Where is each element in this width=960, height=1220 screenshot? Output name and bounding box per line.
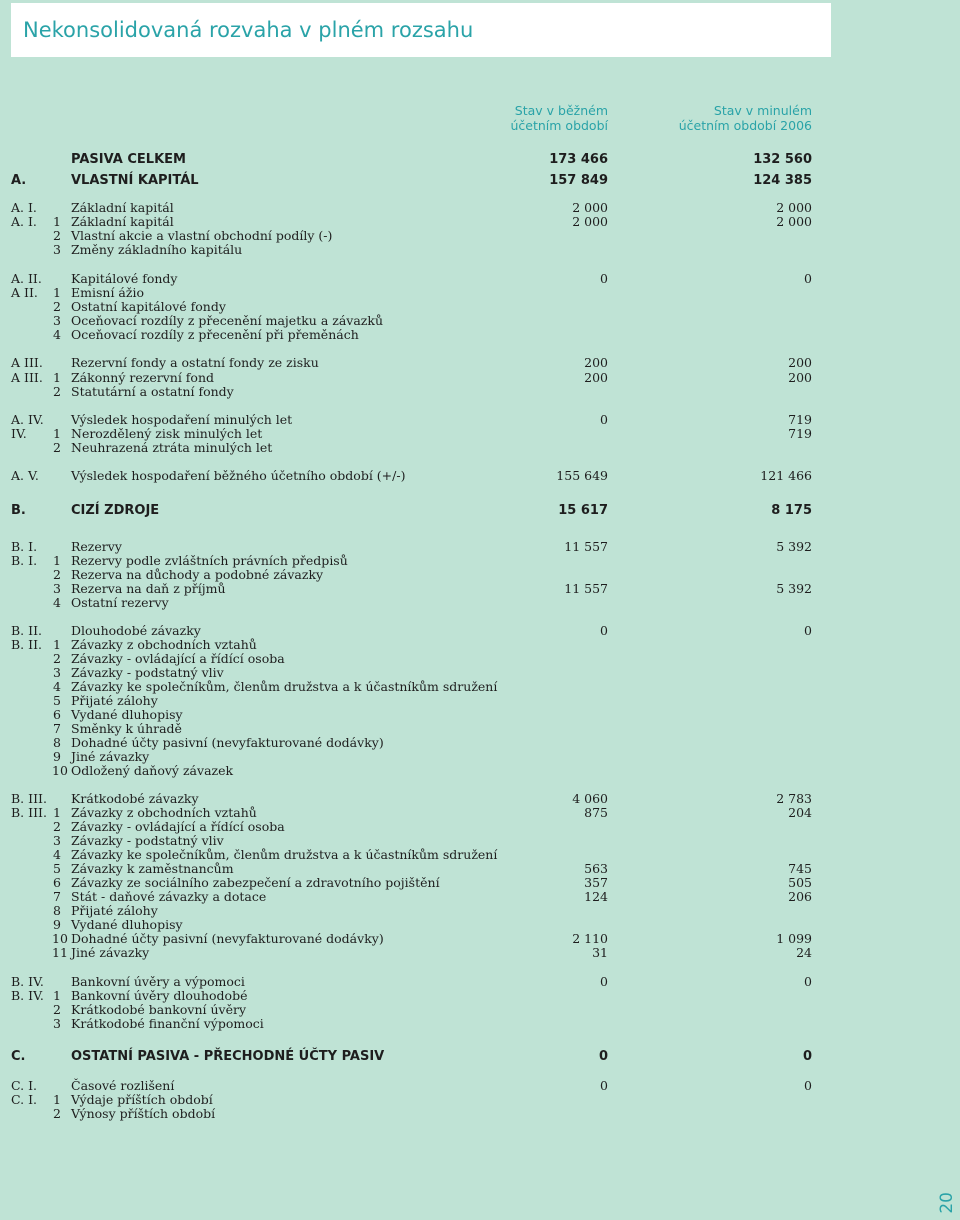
value-current: 155 649 (556, 468, 608, 483)
row-number: 2 (53, 384, 61, 399)
table-row (0, 931, 960, 946)
value-current: 0 (600, 271, 608, 286)
table-row (0, 228, 960, 243)
row-code: C. I. (11, 1092, 37, 1107)
value-current: 0 (600, 412, 608, 427)
value-current: 0 (600, 1078, 608, 1093)
row-label: Závazky ke společníkům, členům družstva a k účastníkům sdružení (71, 679, 498, 694)
page-title: Nekonsolidovaná rozvaha v plném rozsahu (23, 18, 474, 42)
row-label: Výnosy příštích období (71, 1106, 216, 1121)
row-number: 1 (53, 370, 61, 385)
value-current: 4 060 (572, 791, 608, 806)
value-current: 875 (584, 805, 608, 820)
row-number: 3 (53, 313, 61, 328)
table-row (0, 889, 960, 904)
value-previous: 204 (788, 805, 812, 820)
row-code: B. I. (11, 553, 38, 568)
table-row (0, 327, 960, 342)
value-previous: 2 783 (776, 791, 812, 806)
row-number: 5 (53, 693, 61, 708)
table-row (0, 1016, 960, 1031)
row-number: 3 (53, 665, 61, 680)
row-label: Nerozdělený zisk minulých let (71, 426, 263, 441)
value-previous: 0 (802, 1049, 812, 1064)
row-label: Dohadné účty pasivní (nevyfakturované dodávky) (71, 931, 384, 946)
row-number: 1 (53, 426, 61, 441)
value-current: 2 000 (572, 214, 608, 229)
table-row (0, 285, 960, 300)
row-number: 1 (53, 1092, 61, 1107)
value-current: 563 (584, 861, 608, 876)
value-current: 2 000 (572, 200, 608, 215)
row-code: A III. (11, 355, 43, 370)
row-label: Oceňovací rozdíly z přecenění majetku a závazků (71, 313, 384, 328)
table-row (0, 553, 960, 568)
row-label: Ostatní kapitálové fondy (71, 299, 226, 314)
value-previous: 5 392 (776, 581, 812, 596)
row-label: Zákonný rezervní fond (71, 370, 214, 385)
table-row (0, 242, 960, 257)
page-number: 20 (937, 1192, 957, 1214)
table-row (0, 440, 960, 455)
row-code: B. III. (11, 791, 47, 806)
table-row (0, 791, 960, 806)
row-label: Výdaje příštích období (71, 1092, 213, 1107)
table-row (0, 173, 960, 188)
row-number: 2 (53, 228, 61, 243)
value-previous: 24 (796, 945, 812, 960)
table-row (0, 735, 960, 750)
row-number: 2 (53, 819, 61, 834)
value-previous: 5 392 (776, 539, 812, 554)
row-label: Neuhrazená ztráta minulých let (71, 440, 273, 455)
table-row (0, 763, 960, 778)
row-number: 9 (53, 917, 61, 932)
column-header-previous-line2: účetním období 2006 (678, 118, 812, 133)
row-number: 2 (53, 1002, 61, 1017)
row-label: Oceňovací rozdíly z přecenění při přeměnách (71, 327, 359, 342)
row-label: Krátkodobé finanční výpomoci (71, 1016, 264, 1031)
table-row (0, 1002, 960, 1017)
value-previous: 719 (788, 412, 812, 427)
row-label: Krátkodobé bankovní úvěry (71, 1002, 247, 1017)
table-row (0, 299, 960, 314)
table-row (0, 200, 960, 215)
value-current: 173 466 (549, 152, 608, 167)
value-previous: 0 (804, 1078, 812, 1093)
row-label: Vydané dluhopisy (71, 707, 183, 722)
row-label: Přijaté zálohy (71, 693, 158, 708)
row-number: 8 (53, 903, 61, 918)
value-current: 200 (584, 355, 608, 370)
value-current: 15 617 (558, 503, 608, 518)
row-label: Závazky - ovládající a řídící osoba (71, 651, 285, 666)
row-code: A. I. (11, 214, 37, 229)
value-current: 0 (600, 974, 608, 989)
row-number: 2 (53, 440, 61, 455)
row-label: Rezervy (71, 539, 122, 554)
row-code: IV. (11, 426, 27, 441)
row-code: C. I. (11, 1078, 37, 1093)
table-row (0, 370, 960, 385)
row-code: B. IV. (11, 974, 44, 989)
table-row (0, 917, 960, 932)
table-row (0, 819, 960, 834)
row-number: 6 (53, 707, 61, 722)
value-previous: 200 (788, 370, 812, 385)
row-number: 7 (53, 721, 61, 736)
value-current: 31 (592, 945, 608, 960)
value-current: 157 849 (549, 173, 608, 188)
table-row (0, 721, 960, 736)
row-label: Rezervní fondy a ostatní fondy ze zisku (71, 355, 319, 370)
row-label: Změny základního kapitálu (71, 242, 243, 257)
value-previous: 719 (788, 426, 812, 441)
row-label: Závazky z obchodních vztahů (71, 805, 257, 820)
row-label: Rezervy podle zvláštních právních předpisů (71, 553, 348, 568)
table-row (0, 693, 960, 708)
value-previous: 745 (788, 861, 812, 876)
value-previous: 132 560 (753, 152, 812, 167)
table-row (0, 214, 960, 229)
table-row (0, 651, 960, 666)
row-code: A. I. (11, 200, 37, 215)
table-row (0, 875, 960, 890)
row-number: 3 (53, 581, 61, 596)
row-number: 1 (53, 553, 61, 568)
table-row (0, 707, 960, 722)
row-number: 9 (53, 749, 61, 764)
table-row (0, 1092, 960, 1107)
row-number: 7 (53, 889, 61, 904)
value-previous: 505 (788, 875, 812, 890)
table-row (0, 637, 960, 652)
value-current: 200 (584, 370, 608, 385)
column-header-current-line1: Stav v běžném (514, 103, 608, 118)
table-row (0, 581, 960, 596)
row-label: Ostatní rezervy (71, 595, 169, 610)
value-previous: 206 (788, 889, 812, 904)
row-code: A. (11, 173, 27, 188)
row-code: B. III. (11, 805, 47, 820)
row-label: VLASTNÍ KAPITÁL (71, 173, 199, 188)
value-previous: 8 175 (771, 503, 812, 518)
table-row (0, 503, 960, 518)
value-previous: 2 000 (776, 200, 812, 215)
row-label: Závazky k zaměstnancům (71, 861, 234, 876)
value-current: 0 (598, 1049, 608, 1064)
row-label: CIZÍ ZDROJE (71, 503, 160, 518)
table-row (0, 623, 960, 638)
value-current: 357 (584, 875, 608, 890)
table-row (0, 805, 960, 820)
table-row (0, 1106, 960, 1121)
row-label: Vydané dluhopisy (71, 917, 183, 932)
table-row (0, 974, 960, 989)
row-code: B. (11, 503, 26, 518)
row-label: Rezerva na důchody a podobné závazky (71, 567, 324, 582)
value-current: 11 557 (564, 581, 608, 596)
table-row (0, 468, 960, 483)
value-current: 2 110 (572, 931, 608, 946)
row-number: 2 (53, 299, 61, 314)
row-label: Časové rozlišení (71, 1078, 175, 1093)
row-label: Rezerva na daň z příjmů (71, 581, 226, 596)
row-code: B. IV. (11, 988, 44, 1003)
row-number: 1 (53, 285, 61, 300)
value-previous: 124 385 (753, 173, 812, 188)
row-number: 4 (53, 847, 61, 862)
row-label: Bankovní úvěry a výpomoci (71, 974, 245, 989)
row-code: A. IV. (11, 412, 44, 427)
row-number: 8 (53, 735, 61, 750)
value-previous: 2 000 (776, 214, 812, 229)
row-label: Odložený daňový závazek (71, 763, 234, 778)
table-row (0, 313, 960, 328)
value-current: 124 (584, 889, 608, 904)
row-label: Dohadné účty pasivní (nevyfakturované dodávky) (71, 735, 384, 750)
value-previous: 121 466 (760, 468, 812, 483)
row-number: 1 (53, 214, 61, 229)
row-number: 3 (53, 1016, 61, 1031)
row-number: 2 (53, 567, 61, 582)
row-label: Výsledek hospodaření minulých let (71, 412, 293, 427)
table-row (0, 679, 960, 694)
row-code: A. II. (11, 271, 42, 286)
table-row (0, 355, 960, 370)
row-number: 1 (53, 988, 61, 1003)
table-row (0, 271, 960, 286)
value-previous: 0 (804, 623, 812, 638)
value-current: 0 (600, 623, 608, 638)
row-number: 2 (53, 651, 61, 666)
row-number: 5 (53, 861, 61, 876)
row-label: Směnky k úhradě (71, 721, 182, 736)
table-row (0, 847, 960, 862)
table-row (0, 988, 960, 1003)
row-number: 3 (53, 242, 61, 257)
value-previous: 1 099 (776, 931, 812, 946)
row-number: 2 (53, 1106, 61, 1121)
row-code: A. V. (11, 468, 39, 483)
table-row (0, 749, 960, 764)
table-row (0, 945, 960, 960)
table-row (0, 665, 960, 680)
row-code: C. (11, 1049, 26, 1064)
row-label: Emisní ážio (71, 285, 144, 300)
value-previous: 0 (804, 271, 812, 286)
row-label: Závazky - podstatný vliv (71, 665, 224, 680)
row-number: 6 (53, 875, 61, 890)
row-label: Závazky ke společníkům, členům družstva a k účastníkům sdružení (71, 847, 498, 862)
row-code: A II. (11, 285, 38, 300)
row-label: Stát - daňové závazky a dotace (71, 889, 267, 904)
row-number: 10 (52, 763, 68, 778)
row-number: 1 (53, 805, 61, 820)
table-row (0, 539, 960, 554)
row-number: 1 (53, 637, 61, 652)
row-label: Základní kapitál (71, 200, 174, 215)
table-row (0, 412, 960, 427)
table-row (0, 152, 960, 167)
row-number: 11 (52, 945, 68, 960)
row-label: Statutární a ostatní fondy (71, 384, 234, 399)
table-row (0, 903, 960, 918)
row-label: Přijaté zálohy (71, 903, 158, 918)
row-label: Výsledek hospodaření běžného účetního období (+/-) (71, 468, 406, 483)
row-label: PASIVA CELKEM (71, 152, 186, 167)
row-label: Závazky - ovládající a řídící osoba (71, 819, 285, 834)
table-row (0, 833, 960, 848)
row-code: A III. (11, 370, 43, 385)
row-label: Bankovní úvěry dlouhodobé (71, 988, 248, 1003)
row-label: Jiné závazky (71, 749, 150, 764)
row-label: Vlastní akcie a vlastní obchodní podíly (-) (71, 228, 333, 243)
row-label: Krátkodobé závazky (71, 791, 199, 806)
table-row (0, 1049, 960, 1064)
value-current: 11 557 (564, 539, 608, 554)
row-label: Základní kapitál (71, 214, 174, 229)
row-label: Dlouhodobé závazky (71, 623, 201, 638)
row-label: OSTATNÍ PASIVA - PŘECHODNÉ ÚČTY PASIV (71, 1049, 385, 1064)
table-row (0, 384, 960, 399)
row-label: Závazky z obchodních vztahů (71, 637, 257, 652)
row-number: 10 (52, 931, 68, 946)
row-code: B. II. (11, 637, 42, 652)
value-previous: 200 (788, 355, 812, 370)
column-header-current-line2: účetním období (510, 118, 608, 133)
row-number: 4 (53, 595, 61, 610)
row-number: 4 (53, 679, 61, 694)
row-code: B. II. (11, 623, 42, 638)
table-row (0, 595, 960, 610)
row-label: Závazky - podstatný vliv (71, 833, 224, 848)
table-row (0, 1078, 960, 1093)
row-number: 4 (53, 327, 61, 342)
table-row (0, 426, 960, 441)
row-label: Závazky ze sociálního zabezpečení a zdravotního pojištění (71, 875, 440, 890)
row-number: 3 (53, 833, 61, 848)
row-label: Kapitálové fondy (71, 271, 178, 286)
value-previous: 0 (804, 974, 812, 989)
column-header-previous-line1: Stav v minulém (713, 103, 812, 118)
table-row (0, 567, 960, 582)
table-row (0, 861, 960, 876)
row-code: B. I. (11, 539, 38, 554)
row-label: Jiné závazky (71, 945, 150, 960)
